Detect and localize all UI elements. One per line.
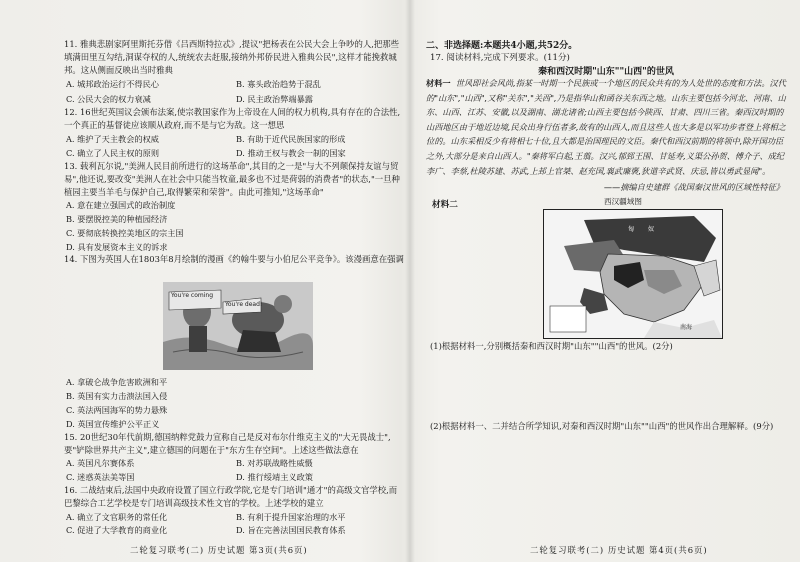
q13-option-a: A. 意在建立强国式的政治制度 [66,200,176,210]
q15-option-d: D. 推行绥靖主义政策 [236,472,313,482]
q14-option-c: C. 英法两国海军的势力悬殊 [66,405,168,415]
q12-option-d: D. 推动王权与教会一制的国家 [236,148,346,158]
material-2-label: 材料二 [432,200,458,210]
right-page-footer: 二轮复习联考(二) 历史试题 第4页(共6页) [530,545,708,555]
cartoon-speech-1: You're coming [171,292,214,299]
map-label-nanhai: 南海 [680,324,693,331]
sub-question-2: (2)根据材料一、二并结合所学知识,对秦和西汉时期"山东""山西"的世风作出合理解释。(9分) [430,421,774,431]
question-13-stem: 13. 载利瓦尔说,"美洲人民目前所进行的这场革命",其目的之一是"与大不列颠保持友谊与贸易",他还说,要改变"美洲人在社会中只能当牧童,最多也不过是荷弱的消费者"的状态,"一旦种植园主要当羊毛与保护自己,取得繁荣和荣誉"。由此可推知,"这场革命" [64,161,400,197]
q14-option-a: A. 拿破仑战争危害欧洲和平 [66,377,168,387]
question-17-caption: 秦和西汉时期"山东""山西"的世风 [538,67,674,77]
q12-option-a: A. 维护了天主教会的权威 [66,134,159,144]
map-label-xiongnu-2: 奴 [648,226,655,233]
map-title: 西汉疆域图 [604,197,642,206]
cartoon-speech-2: You're dead! [225,301,263,308]
section-title: 二、非选择题:本题共4小题,共52分。 [426,41,578,51]
q11-option-c: C. 公民大会的权力衰减 [66,94,151,104]
q16-option-a: A. 确立了文官职务的常任化 [66,512,168,522]
q13-option-b: B. 要摆脱控美的种植园经济 [66,214,168,224]
question-11-stem: 11. 雅典悲剧家阿里斯托芬借《吕西斯特拉忒》,提议"把杨表在公民大会上争吵的人,把那些填满田里互勾结,洞谋夺权的人,统统农去赶服,接纳外邦侨民进入雅典公民",这样才能挽救城邦。这从侧面反映出当时雅典 [64,39,400,75]
q11-option-d: D. 民主政治弊端暴露 [236,94,313,104]
john-bull-cartoon [163,282,313,370]
map-label-xiongnu-1: 匈 [628,226,635,233]
q14-option-b: B. 英国有实力击溃法国入侵 [66,391,168,401]
question-17-stem: 17. 阅读材料,完成下列要求。(11分) [430,53,570,63]
question-14-stem: 14. 下图为英国人在1803年8月绘制的漫画《约翰牛要与小伯尼公平竞争》。该漫画意在强调 [64,254,404,264]
q16-option-d: D. 旨在完善法国国民教育体系 [236,525,346,535]
q12-option-b: B. 有助于近代民族国家的形成 [236,134,346,144]
question-15-stem: 15. 20世纪30年代前期,德国纳粹党鼓力宣称自己是反对布尔什维克主义的"大无畏战士",要"铲除世界共产主义",建立德国的问题在于"东方生存空间"。上述这些做法意在 [64,432,391,455]
material-1-source: ——摘编自史建群《战国秦汉世风的区域性特征》 [603,182,784,192]
question-16-stem: 16. 二战结束后,法国中央政府设置了国立行政学院,它是专门培训"通才"的高级文官学校,而巴黎综合工艺学校是专门培训高级技术性文官的学校。上述学校的建立 [64,485,398,508]
q15-option-a: A. 英国凡尔赛体系 [66,458,135,468]
left-page-footer: 二轮复习联考(二) 历史试题 第3页(共6页) [130,545,308,555]
q15-option-b: B. 对苏联战略性威慑 [236,458,313,468]
sub-question-1: (1)根据材料一,分别概括秦和西汉时期"山东""山西"的世风。(2分) [430,341,673,351]
q11-option-b: B. 寡头政治趋势于混乱 [236,79,321,89]
q12-option-c: C. 确立了人民主权的原则 [66,148,160,158]
right-page [410,0,800,562]
q15-option-c: C. 迷惑英法美等国 [66,472,135,482]
q14-option-d: D. 英国宣传维护公平正义 [66,419,160,429]
material-1 [426,76,786,178]
q13-option-d: D. 具有发展资本主义的诉求 [66,242,168,252]
q16-option-b: B. 有利于提升国家治理的水平 [236,512,346,522]
material-1-label: 材料一 [426,78,451,88]
q13-option-c: C. 要彻底转换控美地区的宗主国 [66,228,184,238]
material-1-text: 世风即社会风尚,指某一时期一个民族或一个地区的民众共有的为人处世的态度和方法。汉代的"山东","山西",又称"关东","关西",乃是指华山和函谷关东西之地。山东主要包括今河北、河南、山东、山西、江苏、安徽,以及湖南、湖北诸省;山西主要包括今陕西、甘肃、四川三省。秦西汉时期的山西地区由于地近边境,民众出身行伍者多,故有的山西人,而且这些人也大多是以军功步者登上将相之位的。山东采相反少有将相七十位,且大都是治国理民的文臣。秦代和西汉前期的将领中,除开国功臣之外,大部分是来自山西人。"秦将军白起,王翦。汉兴,郁郅王围、甘延寿,义渠公孙贺、傅介子、成纪李广、李蔡,杜陵苏建、苏武,上邽上官桀、赵充国,襄武廉褒,狄道辛武贤、庆忌,皆以勇武显闻"。 [426,78,786,176]
question-12-stem: 12. 16世纪英国议会颁布法案,使宗教国家作为上帝设在人间的权力机构,具有存在的合法性,一个真正的基督徒应该顺从政府,而不是与它为敌。这一想思 [64,107,401,130]
q16-option-c: C. 促进了大学教育的商业化 [66,525,168,535]
western-han-map [543,209,723,339]
q11-option-a: A. 城邦政治运行不得民心 [66,79,159,89]
